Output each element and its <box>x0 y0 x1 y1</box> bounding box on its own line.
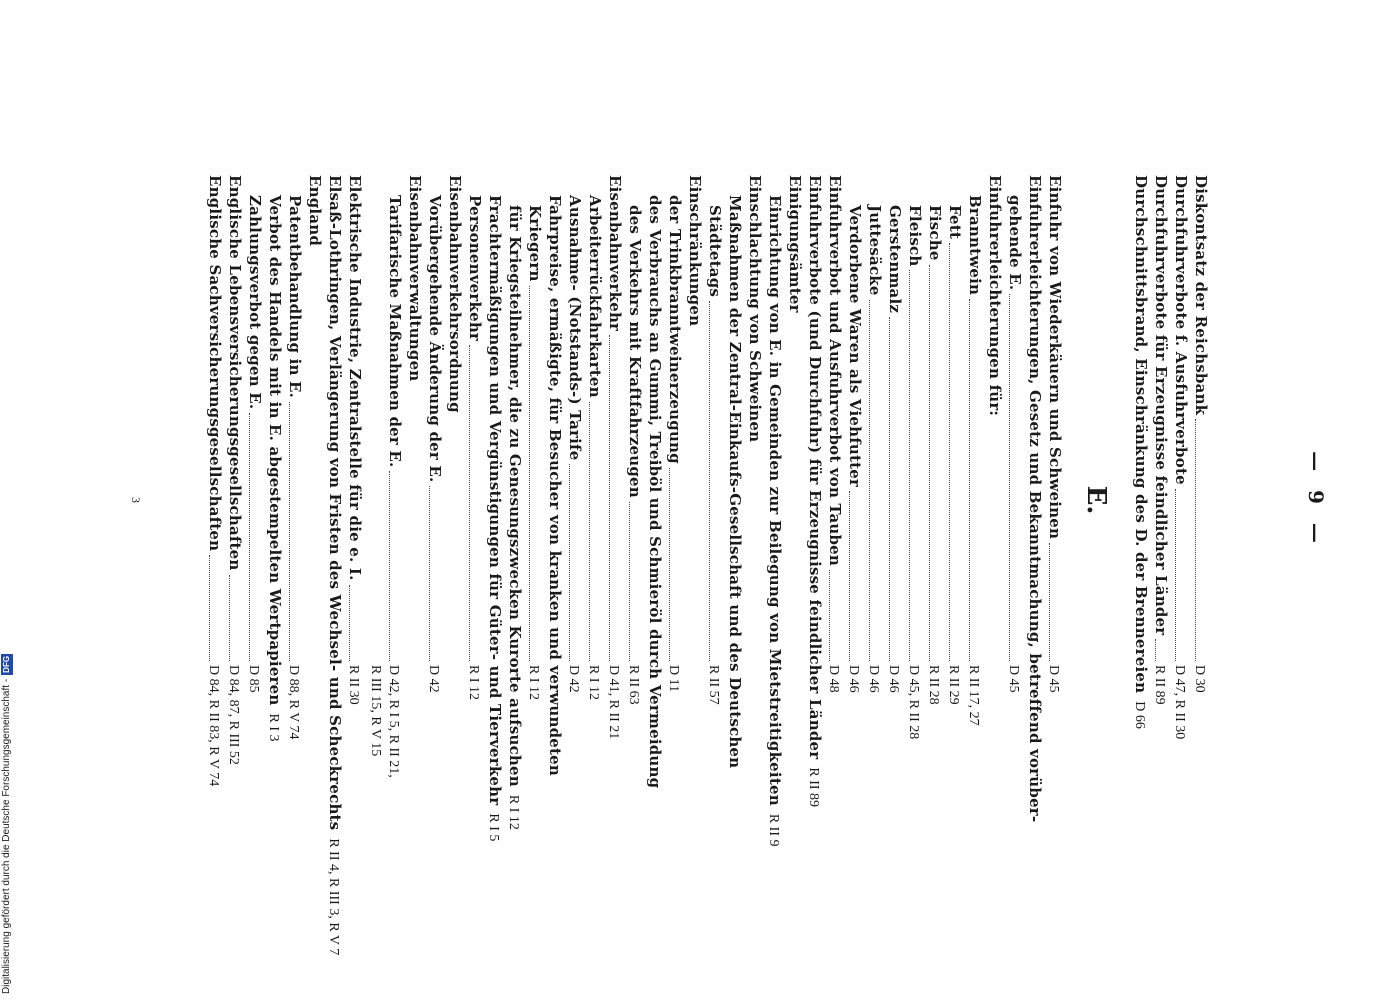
index-entry-reference: D 41, R II 21 <box>606 665 621 740</box>
index-entry-reference: R II 63 <box>626 665 641 705</box>
index-entry-label: Englische Sachversicherungsgesellschaften <box>206 175 224 552</box>
index-entry-reference: D 88, R V 74 <box>286 665 301 740</box>
index-entry <box>905 175 925 815</box>
index-entry-label: Einigungsämter <box>786 175 804 313</box>
digitization-note-text: Digitalisierung gefördert durch die Deutsche Forschungsgemeinschaft - <box>1 678 12 994</box>
leader-dots <box>990 420 1000 661</box>
leader-dots <box>450 417 460 661</box>
index-entry <box>1005 175 1025 815</box>
leader-dots <box>850 491 861 661</box>
index-entry <box>325 175 345 956</box>
leader-dots <box>690 330 700 661</box>
leader-dots <box>870 300 881 661</box>
index-entry <box>605 175 625 815</box>
index-entry-label: Verbot des Handels mit in E. abgestempelten Wertpapieren <box>266 195 284 706</box>
index-entry-label: Fleisch <box>906 205 924 267</box>
index-entry-label: Juttesäcke <box>866 205 884 296</box>
index-entry-reference: R I 12 <box>466 665 481 700</box>
index-entry-label: Fische <box>926 205 944 261</box>
leader-dots <box>950 243 961 661</box>
index-entry-reference: D 47, R II 30 <box>1172 665 1187 740</box>
index-entry <box>225 175 245 815</box>
index-entry-label: Einschränkungen <box>686 175 704 327</box>
index-entry-label: Patentbehandlung in E. <box>286 195 304 399</box>
index-entry <box>705 175 725 815</box>
index-entry-label: Maßnahmen der Zentral-Einkaufs-Gesellschaft und des Deutschen <box>726 195 744 769</box>
index-entry <box>1191 175 1211 815</box>
index-entry <box>925 175 945 815</box>
index-entry-reference: R I 12 <box>506 794 521 830</box>
index-entry-reference: D 30 <box>1192 665 1207 693</box>
index-entry-reference: D 84, 87, R III 52 <box>226 665 241 765</box>
leader-dots <box>570 464 581 661</box>
index-entry <box>725 175 745 815</box>
index-entry-label: der Trinkbranntweinerzeugung <box>666 195 684 464</box>
index-entry <box>445 175 465 815</box>
index-entry <box>625 175 645 815</box>
index-entry <box>425 175 445 815</box>
index-entry <box>745 175 765 815</box>
index-entry <box>865 175 885 815</box>
leader-dots <box>430 486 441 661</box>
leader-dots <box>390 471 401 661</box>
index-entry <box>1045 175 1065 815</box>
page-number: — 9 — <box>1304 451 1328 549</box>
index-entry-label: Einfuhrerleichterungen, Gesetz und Bekanntmachung, betreffend vorüber- <box>1026 175 1044 823</box>
index-entry-reference: D 46 <box>846 665 861 693</box>
index-entry-reference: R II 29 <box>946 665 961 705</box>
index-entry <box>765 175 785 847</box>
index-entry-label: Städtetags <box>706 205 724 298</box>
index-entry-label: Ausnahme- (Notstands-) Tarife <box>566 195 584 461</box>
index-entry-label: Fett <box>946 205 964 240</box>
index-entry-reference: D 46 <box>886 665 901 693</box>
sheet-marker: 3 <box>129 497 143 503</box>
index-entry <box>685 175 705 815</box>
index-entry-reference: R II 17, 27 <box>966 665 981 726</box>
index-entry <box>405 175 425 815</box>
leader-dots <box>790 317 800 661</box>
index-entry-reference: D 42 <box>566 665 581 693</box>
index-entry-reference: D 46 <box>866 665 881 693</box>
reference-continuation: R III 15, R V 15 <box>368 665 383 757</box>
leader-dots <box>910 270 921 661</box>
index-entry-reference: R I 12 <box>526 665 541 700</box>
index-entry-label: Personenverkehr <box>466 195 484 342</box>
leader-dots <box>890 317 901 661</box>
index-entry-label: Branntwein <box>966 195 984 296</box>
index-entry-label: Englische Lebensversicherungsgesellschaften <box>226 175 244 571</box>
leader-dots <box>1176 489 1187 661</box>
digitization-credit <box>0 600 14 994</box>
index-entry-label: Einfuhrerleichterungen für: <box>986 175 1004 417</box>
leader-dots <box>310 250 320 661</box>
index-entry <box>945 175 965 815</box>
index-entry <box>585 175 605 815</box>
index-entry <box>1131 175 1151 815</box>
index-entry <box>985 175 1005 815</box>
leader-dots <box>830 570 841 661</box>
index-entry-reference: D 45 <box>1046 665 1061 693</box>
index-entry-reference: D 42 <box>426 665 441 693</box>
index-entry-label: Durchfuhrverbote f. Ausfuhrverbote <box>1172 175 1190 485</box>
index-entry <box>665 175 685 815</box>
leader-dots <box>470 345 481 661</box>
index-entry-reference: D 42, R I 5, R II 21, <box>386 665 401 778</box>
index-entry-label: des Verbrauchs an Gummi, Treiböl und Schmieröl durch Vermeidung <box>646 195 664 789</box>
index-entry-label: Kriegern <box>526 205 544 282</box>
index-entry <box>565 175 585 815</box>
index-entry <box>885 175 905 815</box>
index-entry-reference: R II 89 <box>806 767 821 808</box>
index-entry-label: Eisenbahnverwaltungen <box>406 175 424 382</box>
index-entry-reference: D 45 <box>1006 665 1021 693</box>
index-entry <box>965 175 985 815</box>
index-entry <box>485 175 505 842</box>
index-entry-reference: D 45, R II 28 <box>906 665 921 740</box>
leader-dots <box>930 265 941 661</box>
leader-dots <box>1156 639 1167 661</box>
index-entry <box>545 175 565 815</box>
index-entry <box>825 175 845 815</box>
leader-dots <box>970 299 981 661</box>
leader-dots <box>610 335 621 661</box>
index-entry-label: Elsaß-Lothringen, Verlängerung von Fristen des Wechsel- und Scheckrechts <box>326 175 344 831</box>
index-entry-label: Arbeiterrückfahrkarten <box>586 195 604 398</box>
index-entry <box>305 175 325 815</box>
index-entry-reference: D 48 <box>826 665 841 693</box>
index-entry-reference: R II 89 <box>1152 665 1167 705</box>
index-entry <box>265 175 285 815</box>
index-entry <box>385 175 405 815</box>
dfg-logo: DFG <box>2 655 11 673</box>
index-entry-label: Diskontsatz der Reichsbank <box>1192 175 1210 416</box>
index-entry-label: für Kriegsteilnehmer, die zu Genesungszwecken Kurorte aufsuchen <box>506 205 524 787</box>
index-entry <box>845 175 865 815</box>
index-entry-label: Verdorbene Waren als Viehfutter <box>846 205 864 488</box>
index-entry-label: Eisenbahnverkehrsordnung <box>446 175 464 413</box>
leader-dots <box>1196 419 1207 661</box>
index-entry-reference: D 11 <box>666 665 681 693</box>
index-entry <box>205 175 225 815</box>
leader-dots <box>530 286 541 661</box>
index-entry-label: Durchschnittsbrand, Einschränkung des D. der Brennereien <box>1132 175 1150 694</box>
index-entry <box>245 175 265 815</box>
index-entry-label: gehende E. <box>1006 195 1024 291</box>
leader-dots <box>250 413 261 661</box>
leader-dots <box>1010 294 1021 661</box>
leader-dots <box>590 402 601 661</box>
index-entry-reference: D 85 <box>246 665 261 693</box>
index-entry <box>1151 175 1171 815</box>
index-entry <box>805 175 825 815</box>
index-entry-label: Vorübergehende Änderung der E. <box>426 195 444 483</box>
leader-dots <box>710 301 721 661</box>
index-entry <box>1025 175 1045 823</box>
index-entry-label: Einrichtung von E. in Gemeinden zur Beilegung von Mietstreitigkeiten <box>766 195 784 806</box>
leader-dots <box>670 468 681 661</box>
index-entry <box>345 175 365 815</box>
index-entry <box>285 175 305 815</box>
leader-dots <box>750 446 760 661</box>
section-heading: E. <box>1081 485 1111 515</box>
leader-dots <box>290 402 301 661</box>
index-entry <box>645 175 665 815</box>
leader-dots <box>410 385 420 661</box>
index-entry-label: Elektrische Industrie, Zentralstelle für die e. I. <box>346 175 364 581</box>
index-entry <box>1171 175 1191 815</box>
index-entry <box>525 175 545 815</box>
leader-dots <box>350 585 361 661</box>
index-entry-reference: R II 57 <box>706 665 721 705</box>
index-entry-label: des Verkehrs mit Kraftfahrzeugen <box>626 205 644 498</box>
leader-dots <box>210 555 221 661</box>
index-entry-reference: R II 4, R III 3, R V 7 <box>326 838 341 956</box>
index-entry-reference: R I 3 <box>266 713 281 742</box>
index-entry-label: Tarifarische Maßnahmen der E. <box>386 195 404 468</box>
index-entry-reference: R II 28 <box>926 665 941 705</box>
index-entry-label: Durchfuhrverbote für Erzeugnisse feindlicher Länder <box>1152 175 1170 636</box>
index-entry-label: Gerstenmalz <box>886 205 904 314</box>
index-entry-reference: R I 5 <box>486 813 501 842</box>
index-entry-reference: R II 30 <box>346 665 361 705</box>
index-entry-label: Einfuhr von Wiederkäuern und Schweinen <box>1046 175 1064 540</box>
leader-dots <box>1050 543 1061 661</box>
index-entry-label: Zahlungsverbot gegen E. <box>246 195 264 410</box>
index-entry-reference: D 84, R II 83, R V 74 <box>206 665 221 787</box>
index-entry <box>465 175 485 815</box>
index-entry-label: Einfuhrverbot und Ausfuhrverbot von Tauben <box>826 175 844 567</box>
index-entry-label: Eisenbahnverkehr <box>606 175 624 332</box>
index-entry-label: Frachtermäßigungen und Vergünstigungen für Güter- und Tierverkehr <box>486 195 504 806</box>
index-entry-label: Einfuhrverbote (und Durchfuhr) für Erzeugnisse feindlicher Länder <box>806 175 824 760</box>
leader-dots <box>630 502 641 661</box>
index-entry-reference: R I 12 <box>586 665 601 700</box>
index-entry-reference: R II 9 <box>766 813 781 847</box>
index-entry-label: England <box>306 175 324 247</box>
index-entry <box>785 175 805 815</box>
leader-dots <box>230 575 241 661</box>
index-entry <box>505 175 525 830</box>
index-entry-label: Einschlachtung von Schweinen <box>746 175 764 443</box>
index-entry-reference: D 66 <box>1132 701 1147 729</box>
index-entry-label: Fahrpreise, ermäßigte, für Besucher von kranken und verwundeten <box>546 195 564 776</box>
